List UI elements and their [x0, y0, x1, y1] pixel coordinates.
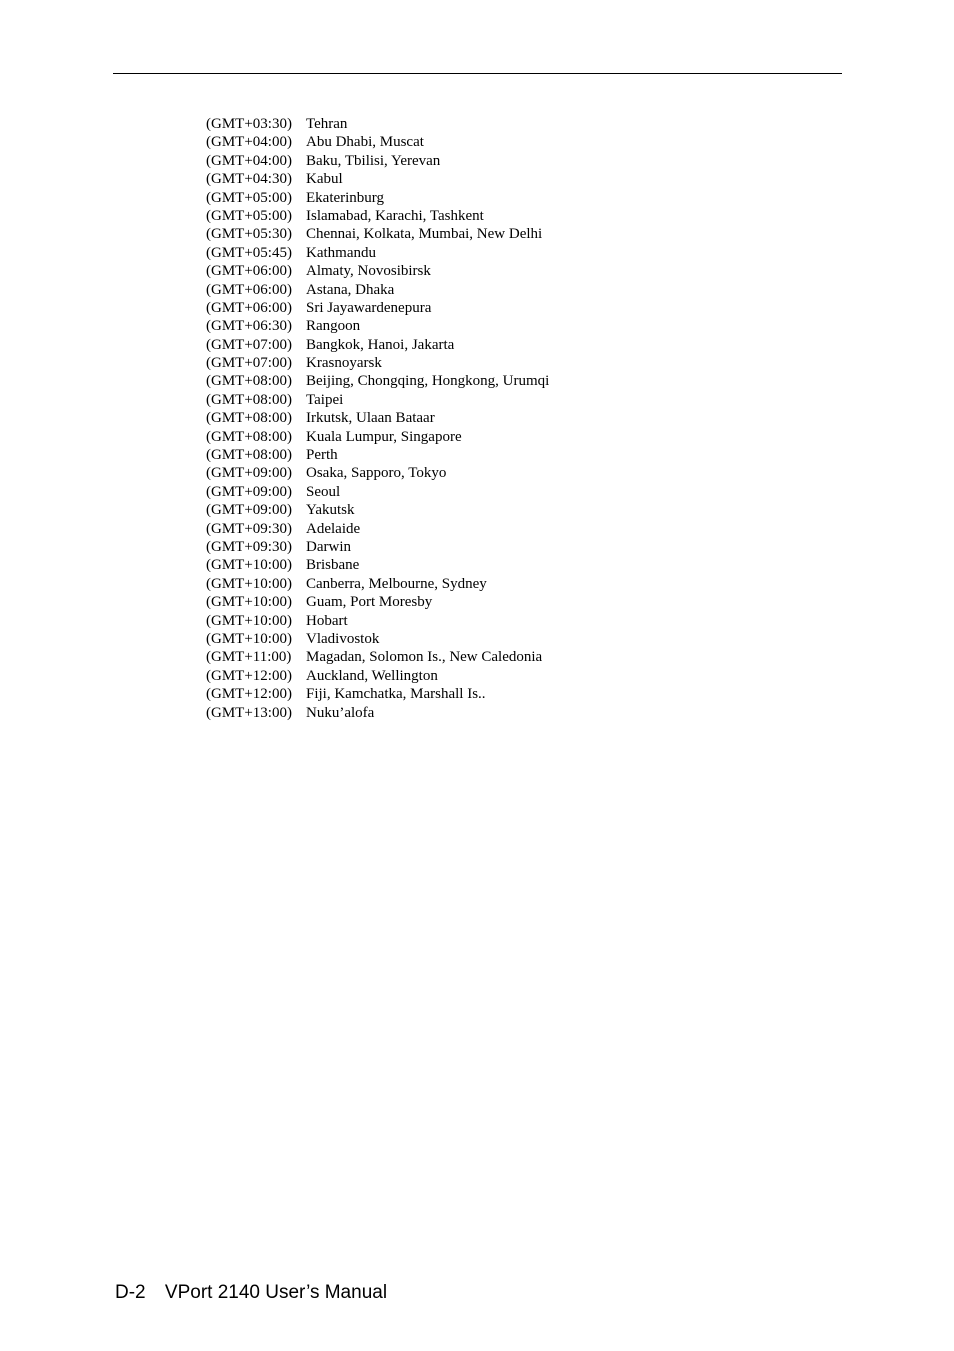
timezone-cities: Kabul	[306, 171, 343, 188]
timezone-cities: Bangkok, Hanoi, Jakarta	[306, 336, 455, 353]
timezone-row	[206, 281, 549, 299]
timezone-cities: Rangoon	[306, 318, 361, 335]
timezone-offset: (GMT+08:00)	[206, 373, 292, 390]
timezone-offset: (GMT+08:00)	[206, 428, 292, 445]
timezone-cities: Beijing, Chongqing, Hongkong, Urumqi	[306, 373, 550, 390]
timezone-row	[206, 704, 549, 722]
timezone-offset: (GMT+04:30)	[206, 171, 292, 188]
timezone-cities: Islamabad, Karachi, Tashkent	[306, 207, 484, 224]
timezone-row	[206, 189, 549, 207]
timezone-row	[206, 648, 549, 666]
timezone-offset: (GMT+06:00)	[206, 263, 292, 280]
timezone-offset: (GMT+13:00)	[206, 704, 292, 721]
timezone-cities: Kathmandu	[306, 244, 376, 261]
timezone-row	[206, 354, 549, 372]
header-rule	[113, 73, 842, 74]
timezone-row	[206, 464, 549, 482]
timezone-offset: (GMT+08:00)	[206, 391, 292, 408]
timezone-offset: (GMT+09:00)	[206, 483, 292, 500]
timezone-offset: (GMT+09:00)	[206, 465, 292, 482]
timezone-cities: Baku, Tbilisi, Yerevan	[306, 152, 441, 169]
timezone-offset: (GMT+05:30)	[206, 226, 292, 243]
timezone-offset: (GMT+06:30)	[206, 318, 292, 335]
timezone-offset: (GMT+12:00)	[206, 667, 292, 684]
page-footer	[115, 1282, 387, 1304]
timezone-cities: Perth	[306, 447, 338, 464]
timezone-offset: (GMT+08:00)	[206, 410, 292, 427]
timezone-cities: Kuala Lumpur, Singapore	[306, 428, 462, 445]
timezone-cities: Sri Jayawardenepura	[306, 299, 432, 316]
timezone-offset: (GMT+05:00)	[206, 207, 292, 224]
timezone-row	[206, 630, 549, 648]
timezone-offset: (GMT+12:00)	[206, 686, 292, 703]
timezone-cities: Tehran	[306, 116, 348, 132]
timezone-cities: Hobart	[306, 612, 348, 629]
timezone-cities: Irkutsk, Ulaan Bataar	[306, 410, 435, 427]
timezone-cities: Astana, Dhaka	[306, 281, 395, 298]
timezone-cities: Osaka, Sapporo, Tokyo	[306, 465, 447, 482]
timezone-offset: (GMT+04:00)	[206, 152, 292, 169]
timezone-cities: Seoul	[306, 483, 341, 500]
timezone-cities: Chennai, Kolkata, Mumbai, New Delhi	[306, 226, 543, 243]
timezone-row	[206, 317, 549, 335]
timezone-offset: (GMT+06:00)	[206, 281, 292, 298]
timezone-cities: Ekaterinburg	[306, 189, 385, 206]
timezone-offset: (GMT+10:00)	[206, 612, 292, 629]
timezone-row	[206, 152, 549, 170]
timezone-offset: (GMT+10:00)	[206, 630, 292, 647]
timezone-cities: Brisbane	[306, 557, 360, 574]
timezone-row	[206, 244, 549, 262]
timezone-cities: Fiji, Kamchatka, Marshall Is..	[306, 686, 486, 703]
timezone-offset: (GMT+07:00)	[206, 336, 292, 353]
timezone-row	[206, 520, 549, 538]
timezone-offset: (GMT+09:00)	[206, 502, 292, 519]
timezone-row	[206, 428, 549, 446]
timezone-cities: Vladivostok	[306, 630, 380, 647]
timezone-row	[206, 538, 549, 556]
timezone-offset: (GMT+05:45)	[206, 244, 292, 261]
timezone-cities: Darwin	[306, 538, 351, 555]
timezone-offset: (GMT+09:30)	[206, 538, 292, 555]
timezone-row	[206, 299, 549, 317]
timezone-cities: Magadan, Solomon Is., New Caledonia	[306, 649, 543, 666]
timezone-cities: Yakutsk	[306, 502, 355, 519]
timezone-row	[206, 501, 549, 519]
timezone-cities: Krasnoyarsk	[306, 355, 382, 372]
timezone-row	[206, 483, 549, 501]
timezone-row	[206, 667, 549, 685]
timezone-offset: (GMT+09:30)	[206, 520, 292, 537]
timezone-row	[206, 170, 549, 188]
timezone-row	[206, 133, 549, 151]
timezone-list	[206, 115, 549, 722]
timezone-row	[206, 336, 549, 354]
timezone-row	[206, 372, 549, 390]
timezone-row	[206, 685, 549, 703]
timezone-offset: (GMT+11:00)	[206, 649, 292, 666]
timezone-offset: (GMT+10:00)	[206, 575, 292, 592]
timezone-row	[206, 556, 549, 574]
timezone-offset: (GMT+08:00)	[206, 447, 292, 464]
timezone-cities: Canberra, Melbourne, Sydney	[306, 575, 487, 592]
timezone-cities: Almaty, Novosibirsk	[306, 263, 431, 280]
timezone-row	[206, 446, 549, 464]
timezone-cities: Nuku’alofa	[306, 704, 375, 721]
timezone-cities: Guam, Port Moresby	[306, 594, 433, 611]
timezone-row	[206, 262, 549, 280]
timezone-row	[206, 593, 549, 611]
timezone-offset: (GMT+10:00)	[206, 594, 292, 611]
timezone-cities: Adelaide	[306, 520, 361, 537]
timezone-cities: Auckland, Wellington	[306, 667, 438, 684]
timezone-row	[206, 115, 549, 133]
timezone-row	[206, 207, 549, 225]
manual-title: VPort 2140 User’s Manual	[164, 1282, 388, 1303]
page-number: D-2	[115, 1282, 146, 1303]
timezone-offset: (GMT+05:00)	[206, 189, 292, 206]
timezone-row	[206, 409, 549, 427]
timezone-cities: Taipei	[306, 391, 344, 408]
timezone-offset: (GMT+10:00)	[206, 557, 292, 574]
timezone-row	[206, 612, 549, 630]
timezone-row	[206, 391, 549, 409]
timezone-offset: (GMT+07:00)	[206, 355, 292, 372]
timezone-offset: (GMT+03:30)	[206, 116, 292, 132]
timezone-offset: (GMT+04:00)	[206, 134, 292, 151]
timezone-row	[206, 225, 549, 243]
timezone-cities: Abu Dhabi, Muscat	[306, 134, 424, 151]
timezone-row	[206, 575, 549, 593]
timezone-offset: (GMT+06:00)	[206, 299, 292, 316]
